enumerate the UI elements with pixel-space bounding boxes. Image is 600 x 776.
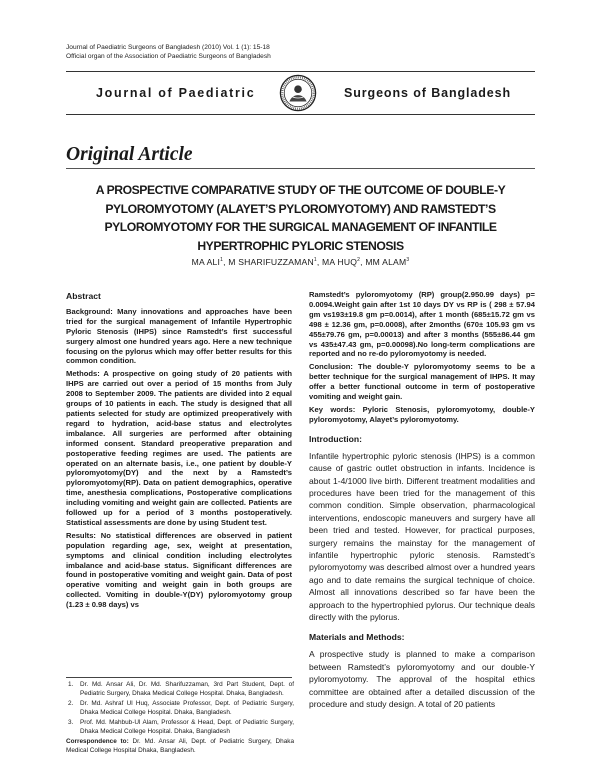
footnote-text: Dr. Md. Ashraf Ul Huq, Associate Professor, Dept. of Pediatric Surgery, Dhaka Medical College Hospital. Dhaka, Bangladesh. xyxy=(80,700,294,716)
journal-organ-line: Official organ of the Association of Paediatric Surgeons of Bangladesh xyxy=(66,52,271,60)
abstract-keywords xyxy=(309,405,535,425)
footnote-text: Dr. Md. Ansar Ali, Dr. Md. Sharifuzzaman, 3rd Part Student, Dept. of Pediatric Surgery, Dhaka Medical College Hospital. Dhaka, Bangladesh. xyxy=(80,681,294,697)
abstract-heading: Abstract xyxy=(66,291,101,301)
footnote-item xyxy=(66,681,294,698)
author-name: M SHARIFUZZAMAN xyxy=(228,257,314,267)
title-line: HYPERTROPHIC PYLORIC STENOSIS xyxy=(197,238,404,253)
materials-methods-text: A prospective study is planned to make a comparison between Ramstedt’s pyloromyotomy and our double-Y pyloromyotomy. The approval of the hospital ethics committee are obtained after a detailed discussion of the procedure and study design. A total of 20 patients xyxy=(309,649,535,709)
banner-left-text: Journal of Paediatric xyxy=(96,86,256,100)
footnote-divider xyxy=(66,677,292,678)
abstract-methods xyxy=(66,369,292,528)
abstract-conclusion xyxy=(309,362,535,402)
footnote-number: 1. xyxy=(68,681,74,688)
title-line: PYLOROMYOTOMY FOR THE SURGICAL MANAGEMENT OF INFANTILE xyxy=(104,220,497,234)
author-name: MA HUQ xyxy=(322,257,358,267)
results-text: No statistical differences are observed in patient population regarding age, sex, weight at presentation, symptoms and clinical condition including electrolytes imbalance and acid-base status. Significant differences are found in postoperative vomiting and weight gain. Data of post operative vomiting and weight gain in both groups are collected. Vomiting in double-Y(DY) pyloromyotomy group (1.23 ± 0.98 days) vs xyxy=(66,530,292,610)
introduction-heading: Introduction: xyxy=(309,433,362,444)
conclusion-text: The double-Y pyloromyotomy seems to be a better technique for the surgical management of IHPS. It may offer a better functional outcome in term of postoperative vomiting and weight gain. xyxy=(309,362,535,402)
author-name: MA ALI xyxy=(191,257,221,267)
author-affiliation-mark: 3 xyxy=(406,257,410,264)
materials-methods-heading: Materials and Methods: xyxy=(309,632,405,643)
background-label: Background: xyxy=(66,306,113,316)
correspondence-label: Correspondence to: xyxy=(66,738,129,745)
background-text: Many innovations and approaches have been tried for the surgical management of Infantile Hypertrophic Pyloric Stenosis (IHPS) since Ramstedt’s first successful surgery almost one hundred years ago. Here a new technique focusing on the pylorus which may offer better results for this common condition. xyxy=(66,306,292,366)
article-type-heading: Original Article xyxy=(66,144,193,165)
title-line: PYLOROMYOTOMY (ALAYET’S PYLOROMYOTOMY) AND RAMSTEDT’S xyxy=(105,201,496,216)
journal-banner xyxy=(66,71,535,115)
right-column xyxy=(309,290,535,713)
author-list: MA ALI$^1$, M SHARIFUZZAMAN$^1$, MA HUQ$^2$, MM ALAM$^3$ xyxy=(191,257,410,267)
footnote-number: 2. xyxy=(68,700,74,707)
methods-label: Methods: xyxy=(66,369,100,379)
abstract-background xyxy=(66,307,292,366)
banner-right-text: Surgeons of Bangladesh xyxy=(344,86,512,100)
journal-meta xyxy=(66,44,271,61)
association-seal-icon xyxy=(279,74,317,112)
keywords-text: Pyloric Stenosis, pyloromyotomy, double-Y pyloromyotomy, Alayet’s pyloromyotomy. xyxy=(309,404,535,424)
footnote-number: 3. xyxy=(68,719,74,726)
abstract-results-continued: Ramstedt’s pyloromyotomy (RP) group(2.950.99 days) p= 0.0094.Weight gain after 1st 10 days DY vs RP is ( 298 ± 57.94 gm vs193±19.8 gm p=0.0014), after 1 month (685±15.72 gm vs 498 ± 12.36 gm, p=0.0008), after 2months (670± 105.93 gm vs 455±79.76 gm, p=0.00013) and after 3 months (555±86.44 gm vs 435±47.43 gm, p=0.00098).No long-term complications are reported and no re-do pyloromyotomy is needed. xyxy=(309,290,535,359)
footnotes xyxy=(66,681,294,757)
introduction-text: Infantile hypertrophic pyloric stenosis (IHPS) is a common cause of gastric outlet obstruction in infants. Incidence is about 1-4/1000 live birth. Different treatment modalities and procedures have been tried for the management of this common condition. Simple observation, pharmacological interventions, endoscopic maneuvers and surgery have all been tried and tested. However, for practical purposes, surgery remains the mainstay for the management of infantile hypertrophic pyloric stenosis. Ramstedt’s pyloromyotomy was described almost over a hundred years ago and to date remains the surgical technique of choice. Almost all innovations described so far have been the approach to the hypertrophied pylorus. Our technique deals directly with the pylorus. xyxy=(309,450,535,622)
footnote-text: Prof. Md. Mahbub-Ul Alam, Professor & Head, Dept. of Pediatric Surgery, Dhaka Medical College Hospital. Dhaka, Bangladesh xyxy=(80,719,294,735)
results-label: Results: xyxy=(66,530,96,540)
correspondence-text: Dr. Md. Ansar Ali, Dept. of Pediatric Surgery, Dhaka Medical College Hospital Dhaka, Bangladesh. xyxy=(66,738,294,754)
article-title xyxy=(66,181,535,255)
left-column xyxy=(66,290,292,613)
methods-text: A prospective on going study of 20 patients with IHPS are carried out over a period of 15 months from July 2008 to September 2009. The patients are divided into 2 equal groups of 10 patients in each. The study is designed that all patients selected for study are optimized preoperatively with regard to hydration, acid-base status and electrolytes imbalance. All surgeries are performed after obtaining informed consent. Standard preoperative preparation and postoperative feeding regimes are used. The patients are operated on an alternate basis, i.e., one patient by double-Y pyloromyotomy(DY) and the next by a Ramstedt’s pyloromyotomy(RP). Data on patient demographics, operative time, anesthesia complications, Postoperative complications including vomiting and weight gain are collected. Patients are followed up for a period of 3 months postoperatively. Statistical assessments are done by using Student test. xyxy=(66,369,292,527)
author-name: MM ALAM xyxy=(365,257,407,267)
journal-citation: Journal of Paediatric Surgeons of Bangladesh (2010) Vol. 1 (1): 15-18 xyxy=(66,44,270,51)
title-line: A PROSPECTIVE COMPARATIVE STUDY OF THE OUTCOME OF DOUBLE-Y xyxy=(95,183,506,197)
conclusion-label: Conclusion: xyxy=(309,362,353,372)
abstract-results xyxy=(66,531,292,610)
author-affiliation-mark: 1 xyxy=(220,257,224,264)
author-affiliation-mark: 1 xyxy=(313,257,317,264)
keywords-label: Key words: xyxy=(309,404,356,414)
correspondence-note xyxy=(66,738,294,755)
section-divider xyxy=(66,168,535,169)
footnote-item xyxy=(66,700,294,717)
author-affiliation-mark: 2 xyxy=(357,257,361,264)
footnote-item xyxy=(66,719,294,736)
